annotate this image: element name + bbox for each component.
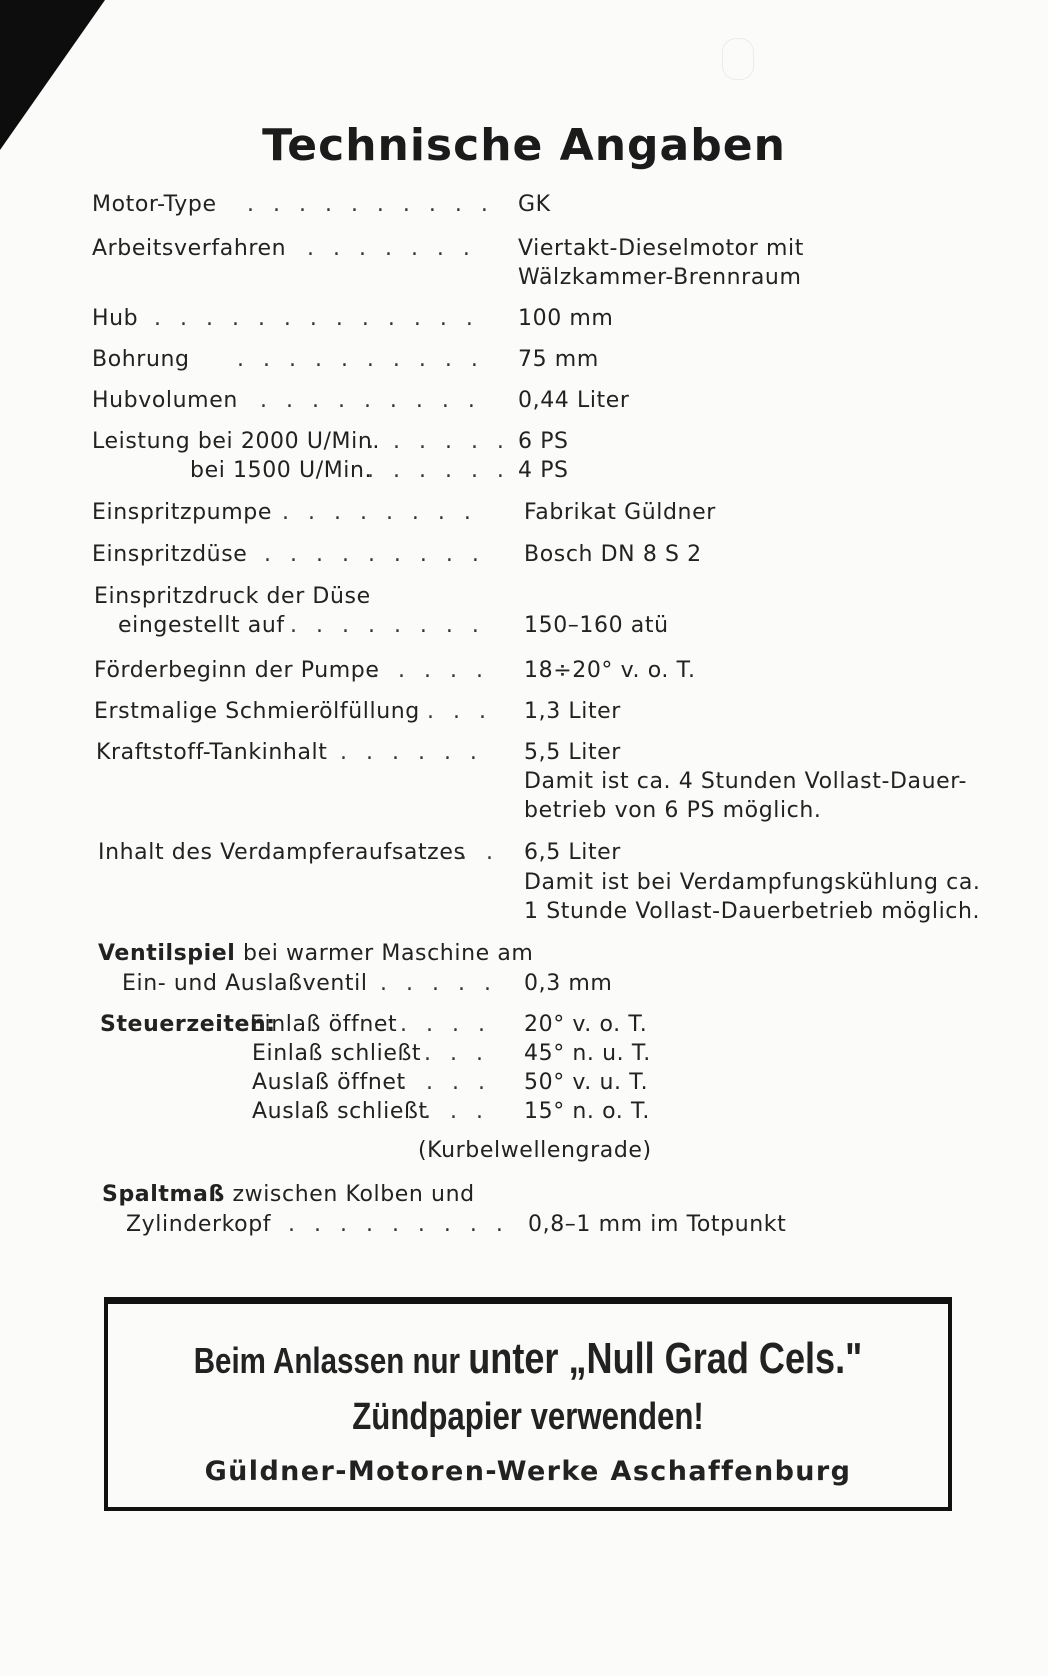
spec-label: Motor-Type	[92, 192, 217, 217]
timing-value: 20° v. o. T.	[524, 1012, 648, 1037]
spec-label: Förderbeginn der Pumpe	[94, 658, 380, 683]
spec-value: Damit ist ca. 4 Stunden Vollast-Dauer-	[524, 769, 968, 794]
spec-value: Wälzkammer-Brennraum	[518, 265, 802, 290]
leader-dots: . . . . . . .	[307, 236, 476, 261]
spec-label: Einspritzdüse	[92, 542, 248, 567]
timing-label: Einlaß öffnet	[250, 1012, 398, 1037]
spec-value: 150–160 atü	[524, 613, 669, 638]
spec-value: Fabrikat Güldner	[524, 500, 716, 525]
page-title: Technische Angaben	[262, 120, 786, 171]
leader-dots: . . . . . .	[367, 429, 510, 454]
leader-dots: . . . . .	[372, 658, 489, 683]
spec-label-bold: Steuerzeiten:	[100, 1012, 276, 1037]
timing-label: Einlaß schließt	[252, 1041, 422, 1066]
timing-label: Auslaß öffnet	[252, 1070, 406, 1095]
spec-label: eingestellt auf	[118, 613, 285, 638]
spec-value: 1 Stunde Vollast-Dauerbetrieb möglich.	[524, 899, 981, 924]
leader-dots: . . .	[424, 1041, 489, 1066]
notice-box	[104, 1297, 952, 1511]
notice-line-2: Zündpapier verwenden!	[352, 1396, 704, 1438]
leader-dots: . . . . . .	[367, 458, 510, 483]
spec-value: 18÷20° v. o. T.	[524, 658, 696, 683]
notice-line-1b: unter	[468, 1334, 559, 1383]
leader-dots: . . .	[427, 699, 492, 724]
spec-value: Damit ist bei Verdampfungskühlung ca.	[524, 870, 981, 895]
leader-dots: . .	[460, 840, 499, 865]
leader-dots: . . . . . . . . . .	[247, 192, 494, 217]
spec-label: Leistung bei 2000 U/Min.	[92, 429, 380, 454]
spec-label: bei 1500 U/Min.	[190, 458, 373, 483]
leader-dots: . . .	[424, 1099, 489, 1124]
spec-label: Bohrung	[92, 347, 190, 372]
timing-value: 45° n. u. T.	[524, 1041, 651, 1066]
spec-value: 0,3 mm	[524, 971, 613, 996]
stamp-mark	[722, 38, 754, 80]
spec-label: Hub	[92, 306, 139, 331]
spec-value: 6,5 Liter	[524, 840, 621, 865]
spec-label-rest: zwischen Kolben und	[224, 1182, 475, 1207]
spec-label: Ein- und Auslaßventil	[122, 971, 368, 996]
spec-label-bold: Ventilspiel	[98, 941, 236, 966]
spec-value: 100 mm	[518, 306, 614, 331]
spec-value: 1,3 Liter	[524, 699, 621, 724]
spec-value: Bosch DN 8 S 2	[524, 542, 702, 567]
spec-value: betrieb von 6 PS möglich.	[524, 798, 822, 823]
spec-value: GK	[518, 192, 551, 217]
notice-company: Güldner-Motoren-Werke Aschaffenburg	[204, 1456, 852, 1487]
spec-value: 0,44 Liter	[518, 388, 630, 413]
spec-value: 5,5 Liter	[524, 740, 621, 765]
leader-dots: . . . . . . . . . .	[237, 347, 484, 372]
leader-dots: . . . . . .	[340, 740, 483, 765]
leader-dots: . . . . .	[380, 971, 497, 996]
leader-dots: . . . .	[400, 1070, 491, 1095]
leader-dots: . . . . . . . .	[290, 613, 485, 638]
spec-label-bold: Spaltmaß	[102, 1182, 225, 1207]
leader-dots: . . . . . . . . .	[260, 388, 481, 413]
spec-label-rest: bei warmer Maschine am	[235, 941, 534, 966]
spec-label: Einspritzdruck der Düse	[94, 584, 371, 609]
spec-label: Inhalt des Verdampferaufsatzes	[98, 840, 466, 865]
leader-dots: . . . . . . . .	[282, 500, 477, 525]
spec-value: 6 PS	[518, 429, 569, 454]
spec-value: 75 mm	[518, 347, 599, 372]
timing-note: (Kurbelwellengrade)	[418, 1138, 652, 1163]
notice-line-1c: „Null Grad Cels."	[558, 1334, 863, 1383]
notice-line-1a: Beim Anlassen nur	[193, 1340, 469, 1381]
spec-label: Erstmalige Schmierölfüllung	[94, 699, 420, 724]
timing-label: Auslaß schließt	[252, 1099, 428, 1124]
spec-label: Zylinderkopf	[126, 1212, 272, 1237]
spec-label	[98, 939, 533, 968]
spec-label: Hubvolumen	[92, 388, 238, 413]
spec-value: 0,8–1 mm im Totpunkt	[528, 1212, 787, 1237]
leader-dots: . . . . . . . . . . . . .	[154, 306, 479, 331]
leader-dots: . . . . . . . . .	[288, 1212, 509, 1237]
leader-dots: . . . . . . . . .	[264, 542, 485, 567]
timing-value: 15° n. o. T.	[524, 1099, 650, 1124]
spec-value: Viertakt-Dieselmotor mit	[518, 236, 804, 261]
spec-label	[102, 1180, 475, 1209]
notice-line-1	[184, 1334, 873, 1384]
spec-label: Kraftstoff-Tankinhalt	[96, 740, 328, 765]
spec-value: 4 PS	[518, 458, 569, 483]
leader-dots: . . . .	[400, 1012, 491, 1037]
spec-label: Arbeitsverfahren	[92, 236, 287, 261]
spec-label: Einspritzpumpe	[92, 500, 272, 525]
timing-value: 50° v. u. T.	[524, 1070, 649, 1095]
